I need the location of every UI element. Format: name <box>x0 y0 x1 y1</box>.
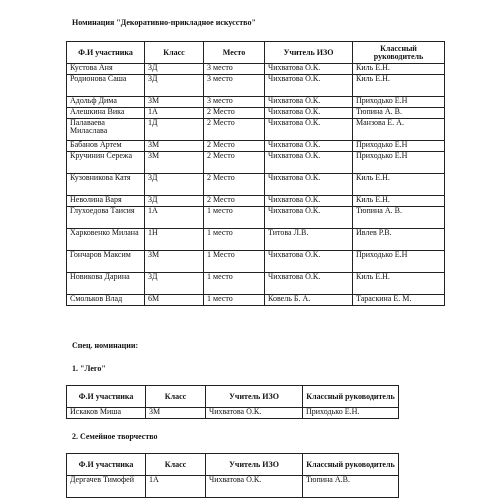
table-cell: 3 место <box>204 64 265 75</box>
table-cell: Алешкина Вика <box>67 108 145 119</box>
table-row <box>67 141 445 152</box>
family-table-header-row <box>67 454 399 476</box>
table-cell: 1А <box>145 108 204 119</box>
table-cell: 3М <box>145 141 204 152</box>
table-row <box>67 64 445 75</box>
table-row <box>67 174 445 196</box>
table-cell: Приходько Е.Н <box>353 152 445 174</box>
table-row <box>67 75 445 97</box>
header-class-teacher: Классный руководитель <box>353 42 445 64</box>
table-cell: 1 место <box>204 207 265 229</box>
table-cell: 1Д <box>145 119 204 141</box>
header-class-teacher: Классный руководитель <box>303 386 399 408</box>
table-cell: 3М <box>145 97 204 108</box>
table-cell: Чихватова О.К. <box>265 174 353 196</box>
table-cell: 1Н <box>145 229 204 251</box>
table-cell: Чихватова О.К. <box>265 251 353 273</box>
table-cell: 1 Место <box>204 251 265 273</box>
main-table <box>66 41 445 306</box>
family-table <box>66 453 399 498</box>
table-cell: Искаков Миша <box>67 408 146 419</box>
table-cell: Киль Е.Н. <box>353 64 445 75</box>
table-cell: Ковель Б. А. <box>265 295 353 306</box>
table-cell: 2 Место <box>204 119 265 141</box>
table-cell: Чихватова О.К. <box>265 64 353 75</box>
table-cell: Приходько Е.Н. <box>303 408 399 419</box>
table-cell: Приходько Е.Н <box>353 141 445 152</box>
table-cell: Тюпина А. В. <box>353 207 445 229</box>
lego-heading: 1. "Лего" <box>72 364 106 373</box>
table-row <box>67 108 445 119</box>
table-cell: 2 Место <box>204 152 265 174</box>
special-heading: Спец. номинации: <box>72 341 139 350</box>
table-cell: 3Д <box>145 273 204 295</box>
table-cell: Кустова Аня <box>67 64 145 75</box>
header-class-teacher: Классный руководитель <box>303 454 399 476</box>
table-cell: 1 место <box>204 295 265 306</box>
header-place: Место <box>204 42 265 64</box>
table-cell: Чихватова О.К. <box>265 196 353 207</box>
table-cell: Манзова Е. А. <box>353 119 445 141</box>
table-row <box>67 152 445 174</box>
table-cell: Чихватова О.К. <box>265 207 353 229</box>
table-cell: Новикова Дарина <box>67 273 145 295</box>
table-cell: 2 Место <box>204 196 265 207</box>
table-row <box>67 97 445 108</box>
header-participant: Ф.И участника <box>67 454 146 476</box>
table-cell: 1 место <box>204 273 265 295</box>
table-cell: Родионова Саша <box>67 75 145 97</box>
table-cell: Глухоедова Таисия <box>67 207 145 229</box>
table-cell: Палаваева Миласлава <box>67 119 145 141</box>
table-cell: Тюпина А. В. <box>353 108 445 119</box>
table-cell: 3М <box>146 408 206 419</box>
table-cell: 3М <box>145 152 204 174</box>
table-cell: 6М <box>145 295 204 306</box>
table-cell: Киль Е.Н. <box>353 273 445 295</box>
table-cell: 2 Место <box>204 174 265 196</box>
table-cell: 1А <box>146 476 206 498</box>
table-cell: 3Д <box>145 174 204 196</box>
table-cell: Кручинин Сережа <box>67 152 145 174</box>
table-row <box>67 476 399 498</box>
header-class: Класс <box>146 386 206 408</box>
table-cell: Чихватова О.К. <box>265 152 353 174</box>
table-row <box>67 295 445 306</box>
table-cell: Титова Л.В. <box>265 229 353 251</box>
main-table-header-row <box>67 42 445 64</box>
table-row <box>67 229 445 251</box>
table-cell: Тюпина А.В. <box>303 476 399 498</box>
table-cell: Чихватова О.К. <box>265 273 353 295</box>
table-cell: Приходько Е.Н <box>353 251 445 273</box>
table-cell: Адольф Дима <box>67 97 145 108</box>
table-cell: Чихватова О.К. <box>265 108 353 119</box>
header-class: Класс <box>145 42 204 64</box>
table-cell: Чихватова О.К. <box>265 141 353 152</box>
table-cell: 3Д <box>145 64 204 75</box>
table-cell: Киль Е.Н. <box>353 174 445 196</box>
table-cell: 3Д <box>145 75 204 97</box>
table-cell: Чихватова О.К. <box>265 119 353 141</box>
table-cell: 2 Место <box>204 141 265 152</box>
header-class: Класс <box>146 454 206 476</box>
table-cell: 3 место <box>204 75 265 97</box>
table-cell: Дергачев Тимофей <box>67 476 146 498</box>
header-art-teacher: Учитель ИЗО <box>265 42 353 64</box>
table-cell: 3Д <box>145 196 204 207</box>
table-cell: 2 Место <box>204 108 265 119</box>
table-cell: Кузовникова Катя <box>67 174 145 196</box>
lego-table-header-row <box>67 386 399 408</box>
lego-table <box>66 385 399 419</box>
table-cell: Неволина Варя <box>67 196 145 207</box>
table-cell: 1А <box>145 207 204 229</box>
table-cell: Чихватова О.К. <box>206 408 303 419</box>
table-cell: Бабанов Артем <box>67 141 145 152</box>
table-cell: 3М <box>145 251 204 273</box>
table-cell: Чихватова О.К. <box>265 75 353 97</box>
header-participant: Ф.И участника <box>67 386 146 408</box>
table-row <box>67 119 445 141</box>
table-cell: Гончаров Максим <box>67 251 145 273</box>
table-cell: Киль Е.Н. <box>353 75 445 97</box>
table-row <box>67 207 445 229</box>
table-row <box>67 408 399 419</box>
table-cell: Чихватова О.К. <box>265 97 353 108</box>
main-heading: Номинация "Декоративно-прикладное искусство" <box>72 18 256 27</box>
table-cell: Ивлев Р.В. <box>353 229 445 251</box>
table-cell: Киль Е.Н. <box>353 196 445 207</box>
table-cell: Приходько Е.Н <box>353 97 445 108</box>
table-cell: Харковенко Милана <box>67 229 145 251</box>
table-cell: Тараскина Е. М. <box>353 295 445 306</box>
header-art-teacher: Учитель ИЗО <box>206 454 303 476</box>
family-heading: 2. Семейное творчество <box>72 432 158 441</box>
header-participant: Ф.И участника <box>67 42 145 64</box>
table-cell: Чихватова О.К. <box>206 476 303 498</box>
header-art-teacher: Учитель ИЗО <box>206 386 303 408</box>
table-cell: 1 место <box>204 229 265 251</box>
table-cell: Смольков Влад <box>67 295 145 306</box>
table-row <box>67 251 445 273</box>
table-cell: 3 место <box>204 97 265 108</box>
table-row <box>67 196 445 207</box>
table-row <box>67 273 445 295</box>
